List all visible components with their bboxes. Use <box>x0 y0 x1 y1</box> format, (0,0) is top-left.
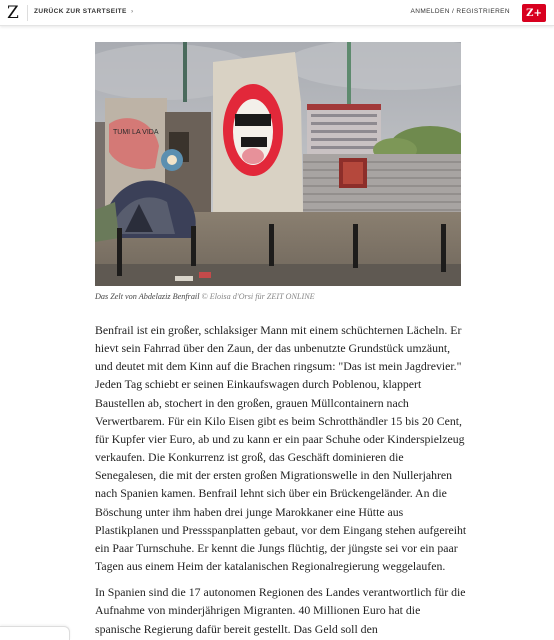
article-photo <box>95 42 461 286</box>
article-paragraph: In Spanien sind die 17 autonomen Regionen des Landes verantwortlich für die Aufnahme von minderjährigen Migranten. 40 Millionen Euro hat die spanische Regierung dafür bereit gestellt. Das Geld soll den <box>95 585 466 636</box>
back-to-homepage-link[interactable] <box>34 8 134 15</box>
bottom-left-tab[interactable] <box>0 626 70 640</box>
photo-caption <box>95 292 475 301</box>
photo-illustration <box>95 42 461 286</box>
login-register-link[interactable]: ANMELDEN / REGISTRIEREN <box>410 8 510 15</box>
header-divider <box>27 5 28 21</box>
graffiti-text: TUMI LA VIDA <box>113 129 159 136</box>
back-to-homepage-label: ZURÜCK ZUR STARTSEITE <box>34 8 127 15</box>
photo-credit: © Eloisa d'Orsi für ZEIT ONLINE <box>201 292 315 301</box>
caption-text: Das Zelt von Abdelaziz Benfrail <box>95 292 200 301</box>
top-navigation-bar <box>0 0 554 26</box>
zeit-logo[interactable]: Z <box>7 3 19 23</box>
article-paragraph: Benfrail ist ein großer, schlaksiger Mann mit einem schüchternen Lächeln. Er hievt sein Fahrrad über den Zaun, der das unbenutzte Grundstück umzäunt, und deutet mit dem Kinn auf die Brachen ringsum: "Das ist mein Jagdrevier." Jeden Tag schiebt er seinen Einkaufswagen durch Poblenou, klappert Baustellen ab, stochert in den großen, grauen Müllcontainern nach Verwertbarem. Für ein Kilo Eisen gibt es beim Schrotthändler 15 bis 20 Cent, für Kupfer vier Euro, ab und zu kann er ein paar Schuhe oder Kinderspielzeug verkaufen. Die Konkurrenz ist groß, das Geschäft dominieren die Senegalesen, die mit der ersten großen Migrationswelle in den Nullerjahren nach Spanien kamen. Benfrail lehnt sich über ein Brückengeländer. An die Böschung unter ihm haben drei junge Marokkaner eine Hütte aus Plastikplanen und Pressspanplatten gebaut, vor dem Eingang stehen aufgereiht ein Paar Turnschuhe. Er kennt die Jungs flüchtig, der jüngste sei vor ein paar Tagen aus einem Heim der katalanischen Regionalregierung weggelaufen. <box>95 323 467 574</box>
article-body <box>95 321 467 640</box>
chevron-right-icon: › <box>131 8 134 15</box>
zplus-button[interactable]: Z+ <box>522 4 546 22</box>
